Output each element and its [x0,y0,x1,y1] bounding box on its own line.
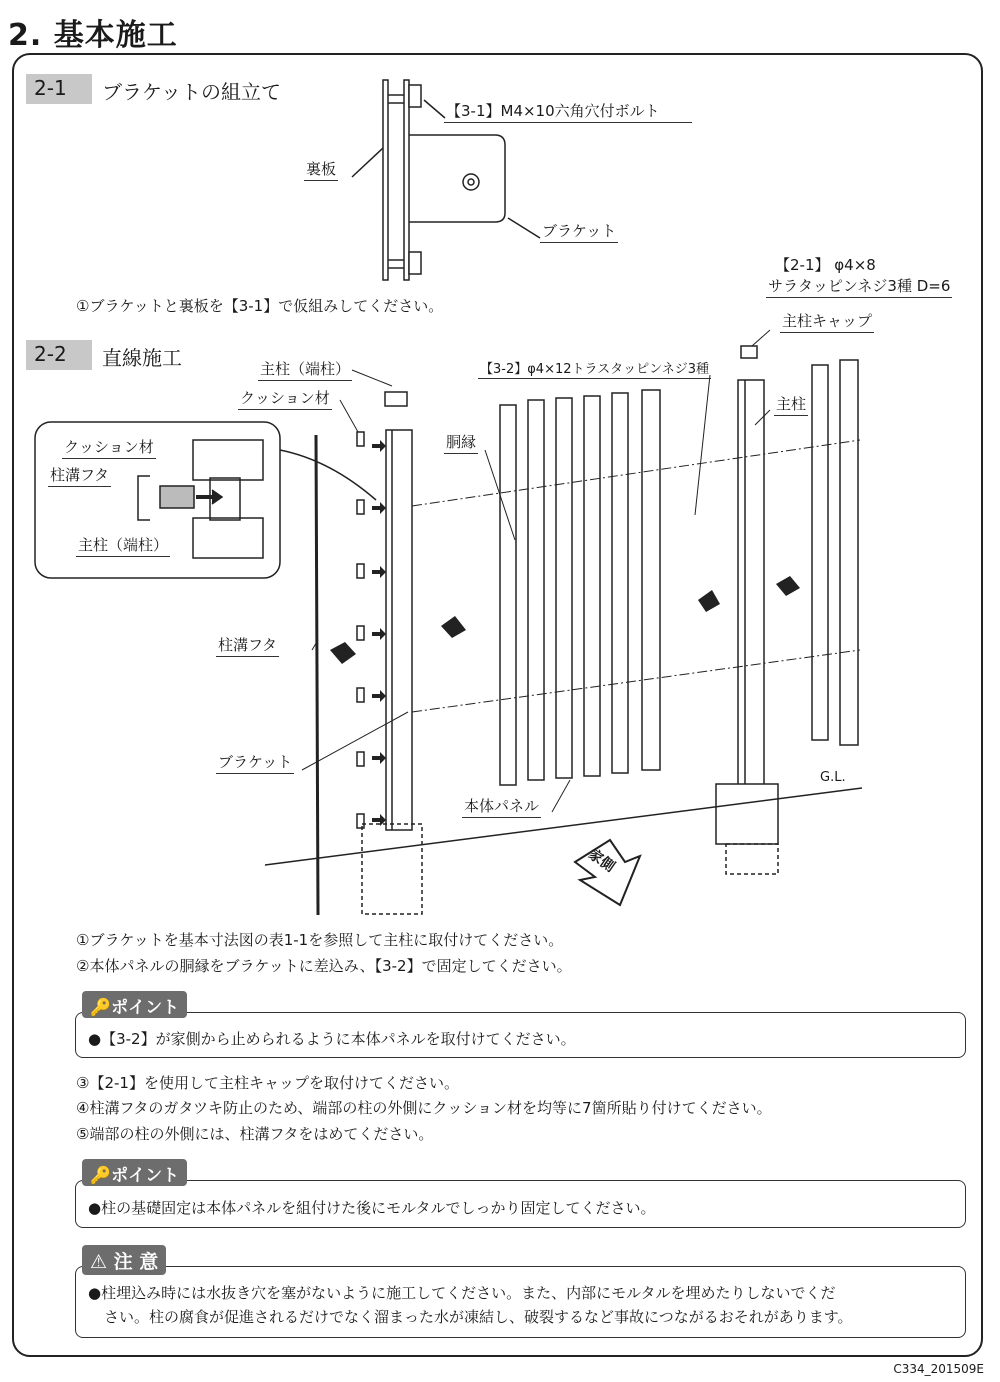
section-2-1-number: 2-1 [26,74,92,104]
label-screw-2-1: 【2-1】 φ4×8 [775,256,876,274]
section-2-1-title: ブラケットの組立て [102,80,281,104]
label-post-cap: 主柱キャップ [780,310,874,333]
step-2-2-2: ②本体パネルの胴縁をブラケットに差込み、【3-2】で固定してください。 [76,957,572,975]
point-tag-1 [82,991,187,1018]
inset-label-end-post: 主柱（端柱） [76,534,170,557]
footer-code: C334_201509E [893,1362,984,1376]
label-house-side: 家側 [585,846,618,876]
label-groove-cover: 柱溝フタ [216,634,279,657]
inset-label-groove-cover: 柱溝フタ [48,464,111,487]
step-2-2-3: ③【2-1】を使用して主柱キャップを取付けてください。 [76,1074,459,1092]
cushion-pieces [357,432,364,828]
warning-icon: ⚠ [90,1251,114,1273]
step-2-2-4: ④柱溝フタのガタツキ防止のため、端部の柱の外側にクッション材を均等に7箇所貼り付けてください。 [76,1099,772,1117]
label-post: 主柱 [774,393,808,416]
step-2-1-1: ①ブラケットと裏板を【3-1】で仮組みしてください。 [76,297,444,315]
point-tag-label: ポイント [111,998,180,1018]
caution-tag-label: 注 意 [113,1251,159,1273]
point-1-text: ●【3-2】が家側から止められるように本体パネルを取付けてください。 [88,1030,576,1048]
section-2-2-title: 直線施工 [102,346,182,370]
section-2-2-number: 2-2 [26,340,92,370]
page-title: 2. 基本施工 [8,18,178,53]
label-bracket: ブラケット [540,220,618,243]
step-2-2-1: ①ブラケットを基本寸法図の表1-1を参照して主柱に取付けてください。 [76,931,564,949]
panel-slats [500,390,660,785]
point-tag-label: ポイント [111,1166,180,1186]
label-bolt: 【3-1】M4×10六角穴付ボルト [444,100,692,123]
label-back-plate: 裏板 [304,158,338,181]
inset-label-cushion: クッション材 [62,436,156,459]
key-icon: 🔑 [90,998,112,1018]
key-icon: 🔑 [90,1166,112,1186]
label-screw-2-1-type: サラタッピンネジ3種 D=6 [766,275,952,298]
point-tag-2 [82,1159,187,1186]
caution-tag [82,1245,166,1275]
step-2-2-5: ⑤端部の柱の外側には、柱溝フタをはめてください。 [76,1125,434,1143]
label-end-post: 主柱（端柱） [258,358,352,381]
label-screw-3-2: 【3-2】φ4×12トラスタッピンネジ3種 [478,358,711,379]
point-2-text: ●柱の基礎固定は本体パネルを組付けた後にモルタルでしっかり固定してください。 [88,1199,656,1217]
label-panel: 本体パネル [462,795,541,818]
caution-line-1: ●柱埋込み時には水抜き穴を塞がないように施工してください。また、内部にモルタルを埋めたりしないでくだ [88,1284,836,1302]
label-gl: G.L. [820,770,846,785]
label-bracket-2: ブラケット [216,751,294,774]
label-cushion: クッション材 [238,387,332,410]
caution-line-2: さい。柱の腐食が促進されるだけでなく溜まった水が凍結し、破裂するなど事故につながるおそれがあります。 [104,1308,853,1326]
label-rail: 胴縁 [444,431,478,454]
